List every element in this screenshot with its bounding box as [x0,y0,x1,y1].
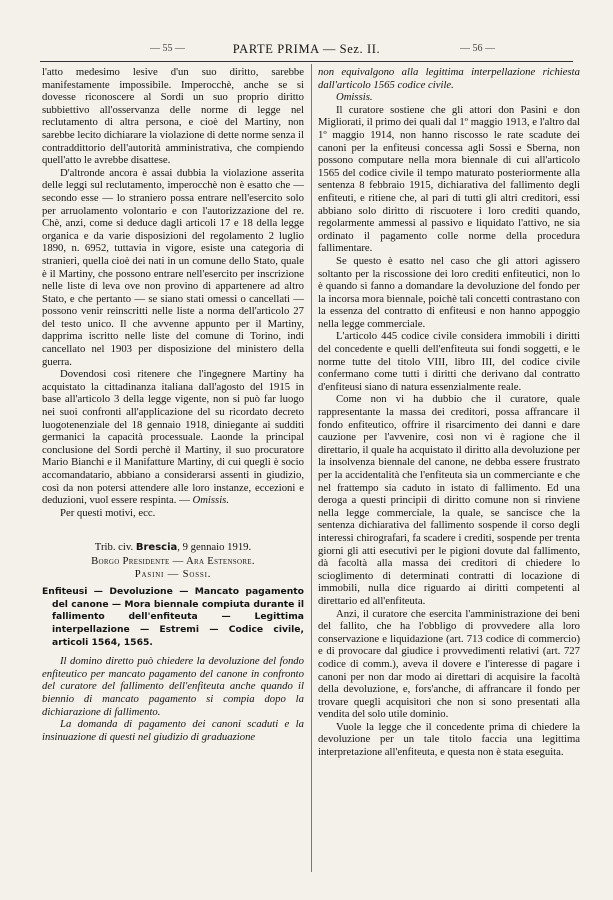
headnote-continuation: non equivalgono alla legittima interpellazione richiesta dall'articolo 1565 codice civile. [318,66,580,91]
running-header [40,42,573,58]
court-city: Brescia [135,542,178,554]
left-column [42,66,304,743]
headnote: La domanda di pagamento dei canoni scaduti e la insinuazione di questi nel giudizio di graduazione [42,718,304,743]
paragraph: Dovendosi così ritenere che l'ingegnere Martiny ha acquistato la cittadinanza italiana dall'agosto del 1915 in base all'articolo 3 della legge vigente, non si può far luogo nei suoi confronti all'applicazione del su ricordato decreto luogotenenziale del 18 gennaio 1918, diniegante ai sudditi germanici la capacità processuale. Laonde la principal conclusione del Sordi perchè il Martiny, il suo procuratore Mario Bianchi e il Manifatture Martiny, di cui quegli è socio accomandatario, abbiano a considerarsi assenti in giudizio, così da non potersi attendere alle loro instanze, eccezioni e deduzioni, vuol essere respinta. — Omissis. [42,368,304,507]
headnote: Il domino diretto può chiedere la devoluzione del fondo enfiteutico per mancato pagamento del canone in confronto del curatore del fallimento dell'enfiteuta anche quando il biennio di mancato pagamento si compia dopo la dichiarazione di fallimento. [42,655,304,718]
page-number-left: — 55 — [150,43,185,54]
keywords-heading: Enfiteusi — Devoluzione — Mancato pagamento del canone — Mora biennale compiuta durante il fallimento dell'enfiteuta — Legittima interpellazione — Estremi — Codice civile, articoli 1564, 1565. [42,586,304,648]
court-citation: Trib. civ. Brescia, 9 gennaio 1919. [94,541,252,554]
paragraph: Come non vi ha dubbio che il curatore, quale rappresentante la massa dei creditori, possa affrancare il fondo enfiteutico, offrire il risarcimento dei danni e dare cauzione per l'avvenire, così non vi è ragione che il direttario, il quale ha acquistato il diritto alla devoluzione per la insolvenza biennale del canone, ne debba essere frustrato per la accidentalità che l'enfiteuta sia un commerciante e che nel frattempo sia caduto in istato di fallimento. Ed una deroga a questi principii di diritto comune non si rinviene nella legge commerciale, la quale, se sancisce che la sentenza dichiarativa del fallimento sospende il corso degli interessi chirografari, fa scadere i crediti, sospende per trenta giorni gli atti esecutivi per le pigioni dovute dal fallimento, dà facoltà alla massa dei creditori di chiedere lo scioglimento di determinati contratti di locazione di immobili, nulla dice riguardo ai diritti competenti al direttario ed all'enfiteuta. [318,393,580,607]
paragraph: Vuole la legge che il concedente prima di chiedere la devoluzione per un tale titolo faccia una legittima interpretazione all'enfiteuta, e questa non è stata eseguita. [318,720,580,759]
section-title: PARTE PRIMA — Sez. II. [232,42,381,56]
judges-line: Borgo Presidente — Ara Estensore. [91,554,255,567]
omissis: Omissis. [336,91,373,104]
column-divider [311,64,312,872]
paragraph: D'altronde ancora è assai dubbia la violazione asserita delle leggi sul reclutamento, imperocchè non è esatto che — secondo esse — lo straniero possa entrare nell'esercito solo per arruolamento volontario e con l'autorizzazione del re. Chè, anzi, come si deduce dagli articoli 17 e 18 della legge organica e da varie disposizioni del regolamento 2 luglio 1890, n. 6952, tuttavia in vigore, esiste una categoria di stranieri, quella cioè dei nati in un comune dello Stato, quale è il Martiny, che possono entrare nell'esercito per inscrizione nelle liste di leva ove non provino di appartenere ad altro Stato, e che pertanto — se siano stati omessi o cancellati — possono venir reinscritti nelle liste a norma dell'articolo 27 del testo unico. Il che avvenne appunto per il Martiny, dapprima iscritto nelle liste del comune di Torino, indi cancellato nel 1903 per disposizione del ministero della guerra. [42,166,304,368]
paragraph: L'articolo 445 codice civile considera immobili i diritti del concedente e quelli dell'enfiteuta sui fondi soggetti, e le norme tutte del titolo VIII, libro III, del codice civile confermano come tutti i diritti che derivano dal contratto d'enfiteusi siano di natura essenzialmente reale. [318,330,580,393]
paragraph: l'atto medesimo lesive d'un suo diritto, sarebbe manifestamente impossibile. Imperocchè, anche se si dovesse riconoscere al Sordi un suo proprio diritto subbiettivo all'osservanza delle norme di legge nel reclutamento di altra persona, e cioè del Martiny, non sarebbe lecito dichiarare la violazione di dette norme senza il contraddittorio dell'autorità amministrativa, che compiendo quell'atto le avrebbe disattese. [42,66,304,167]
closing-formula: Per questi motivi, ecc. [60,506,156,519]
header-rule [40,61,573,62]
paragraph: Il curatore sostiene che gli attori don Pasini e don Migliorati, il primo dei quali dal 1º maggio 1913, e l'altro dal 1º maggio 1914, non hanno riscosso le rate scadute dei canoni per la enfiteusi concessa agli Sossi e Sberna, non possono computare nella mora biennale di cui all'articolo 1565 del codice civile il tempo maturato posteriormente alla sentenza 8 febbraio 1915, dichiarativa del fallimento degli enfiteuti, e ritiene che, al pari di tutti gli altri creditori, essi abbiano solo diritto di riscuotere i loro crediti quando, regolarmente ammessi al passivo e liquidato l'attivo, ne sia ordinato il pagamento colle norme della procedura fallimentare. [318,103,580,255]
paragraph: Anzi, il curatore che esercita l'amministrazione dei beni del fallito, che ha l'obbligo di provvedere alla loro conservazione e liquidazione (art. 713 codice di commercio) e di provocare dal giudice i provvedimenti relativi (art. 727 codice di comm.), aveva il dovere e l'interesse di pagare i canoni per non dar modo ai direttari di acquisire la facoltà della devoluzione, e, fors'anche, di affrancare il fondo per trovare quegli acquisitori che non si sono presentati alla vendita del solo utile dominio. [318,607,580,721]
right-column [318,66,580,759]
omissis-inline: Omissis. [192,494,230,507]
page-number-right: — 56 — [460,43,495,54]
judges-line: Pasini — Sossi. [134,567,212,580]
paragraph: Se questo è esatto nel caso che gli attori agissero soltanto per la riscossione dei loro crediti enfiteutici, non lo è quando si fanno a domandare la devoluzione del fondo per la incorsa mora biennale, poichè tali concetti contrastano con la essenza del contratto di enfiteusi e non hanno appoggio nella legge commerciale. [318,254,580,330]
